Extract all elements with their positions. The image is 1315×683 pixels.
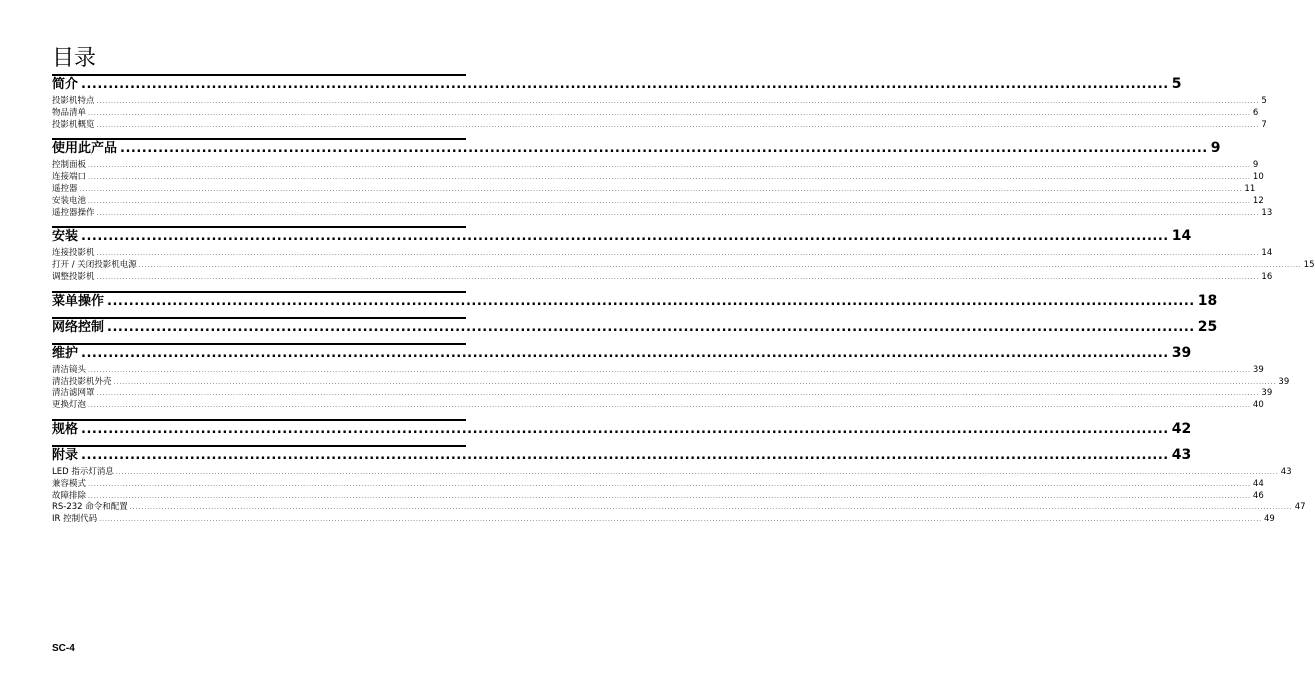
toc-entry[interactable] <box>52 466 1292 479</box>
dot-leader: ........................................................................................................................................................................................................ <box>81 229 1169 245</box>
toc-entry-label: IR 控制代码 <box>52 514 98 525</box>
toc-entry-label: 连接投影机 <box>52 248 95 259</box>
toc-entry[interactable] <box>52 514 1275 526</box>
dot-leader: ................................................................................................................................................................................................................................................................................................................................................................................................................ <box>113 378 1277 386</box>
toc-entry[interactable] <box>52 260 1315 272</box>
toc-entry[interactable] <box>52 195 1264 208</box>
toc-entry-page: 49 <box>1264 514 1275 525</box>
toc-entry-page: 9 <box>1252 160 1259 171</box>
toc-entry-page: 39 <box>1261 388 1273 399</box>
toc-section[interactable] <box>52 343 1192 362</box>
dot-leader: ................................................................................................................................................................................................................................................................................................................................................................................................................ <box>88 402 1251 410</box>
toc-entry-label: 安装电池 <box>52 195 87 206</box>
dot-leader: ................................................................................................................................................................................................................................................................................................................................................................................................................ <box>88 480 1251 488</box>
dot-leader: ................................................................................................................................................................................................................................................................................................................................................................................................................ <box>88 197 1251 205</box>
toc-entry-label: 投影机概览 <box>52 119 95 130</box>
toc-entry-page: 7 <box>1261 119 1267 130</box>
toc-entry[interactable] <box>52 107 1259 120</box>
dot-leader: ........................................................................................................................................................................................................ <box>107 319 1195 335</box>
toc-entry[interactable] <box>52 388 1273 400</box>
dot-leader: ................................................................................................................................................................................................................................................................................................................................................................................................................ <box>96 209 1260 217</box>
toc-section-page: 9 <box>1210 140 1221 157</box>
toc-entry-list <box>52 248 1315 283</box>
toc-entry[interactable] <box>52 490 1264 503</box>
toc-entry[interactable] <box>52 478 1264 491</box>
toc-entry-label: 清洁投影机外壳 <box>52 376 112 387</box>
toc-section[interactable] <box>52 74 1182 93</box>
toc-section-label: 维护 <box>52 345 79 361</box>
dot-leader: ........................................................................................................................................................................................................ <box>81 77 1169 92</box>
toc-section-page: 42 <box>1171 420 1192 437</box>
dot-leader: ................................................................................................................................................................................................................................................................................................................................................................................................................ <box>88 174 1251 182</box>
dot-leader: ........................................................................................................................................................................................................ <box>120 141 1208 157</box>
toc-entry-label: RS-232 命令和配置 <box>52 502 128 513</box>
toc-entry-page: 40 <box>1252 400 1264 411</box>
toc-entry-label: 连接端口 <box>52 172 87 183</box>
toc-entry-page: 39 <box>1278 376 1290 387</box>
toc-entry-label: 更换灯泡 <box>52 400 87 411</box>
toc-entry-label: 控制面板 <box>52 160 87 171</box>
toc-entry[interactable] <box>52 207 1273 220</box>
toc-section-label: 附录 <box>52 447 79 463</box>
toc-entry-page: 43 <box>1280 466 1292 477</box>
dot-leader: ................................................................................................................................................................................................................................................................................................................................................................................................................ <box>96 273 1260 281</box>
toc-entry[interactable] <box>52 376 1290 389</box>
dot-leader: ................................................................................................................................................................................................................................................................................................................................................................................................................ <box>88 109 1251 117</box>
dot-leader: ................................................................................................................................................................................................................................................................................................................................................................................................................ <box>88 366 1251 374</box>
dot-leader: ................................................................................................................................................................................................................................................................................................................................................................................................................ <box>115 468 1279 476</box>
toc-entry-label: 投影机特点 <box>52 96 95 106</box>
page-number: SC-4 <box>52 643 75 654</box>
toc-section-label: 使用此产品 <box>52 141 118 157</box>
toc-section-page: 39 <box>1171 344 1192 361</box>
toc-entry[interactable] <box>52 400 1264 412</box>
toc-section[interactable] <box>52 445 1192 464</box>
toc-entry[interactable] <box>52 502 1306 514</box>
toc-entry-page: 44 <box>1252 478 1264 489</box>
toc-entry-page: 13 <box>1261 207 1273 218</box>
toc-entry-label: 清洁镜头 <box>52 364 87 375</box>
dot-leader: ........................................................................................................................................................................................................ <box>81 447 1169 463</box>
toc-entry-page: 11 <box>1244 183 1256 194</box>
toc-entry[interactable] <box>52 183 1256 196</box>
dot-leader: ................................................................................................................................................................................................................................................................................................................................................................................................................ <box>96 390 1260 398</box>
toc-section-page: 14 <box>1171 228 1192 245</box>
toc-section[interactable] <box>52 226 1192 245</box>
toc-entry-page: 12 <box>1252 195 1264 206</box>
toc-entry[interactable] <box>52 172 1264 184</box>
dot-leader: ................................................................................................................................................................................................................................................................................................................................................................................................................ <box>138 262 1302 270</box>
toc-entry-page: 16 <box>1261 271 1273 282</box>
toc-entry[interactable] <box>52 96 1267 108</box>
toc-section[interactable] <box>52 138 1221 157</box>
toc-section-page: 43 <box>1171 446 1192 463</box>
toc-section[interactable] <box>52 291 1218 310</box>
toc-entry-page: 47 <box>1294 502 1306 513</box>
dot-leader: ........................................................................................................................................................................................................ <box>81 421 1169 437</box>
toc-section-label: 简介 <box>52 77 79 92</box>
toc-entry[interactable] <box>52 248 1273 260</box>
toc-entry-label: 兼容模式 <box>52 478 87 489</box>
dot-leader: ................................................................................................................................................................................................................................................................................................................................................................................................................ <box>79 185 1243 193</box>
toc-section-label: 菜单操作 <box>52 293 105 309</box>
toc-section[interactable] <box>52 419 1192 438</box>
toc-entry[interactable] <box>52 119 1267 132</box>
toc-entry-label: 打开 / 关闭投影机电源 <box>52 260 137 271</box>
toc-entry-page: 39 <box>1252 364 1264 375</box>
toc-entry-label: 清洁滤网罩 <box>52 388 95 399</box>
dot-leader: ........................................................................................................................................................................................................ <box>107 293 1195 309</box>
toc-entry-label: 遥控器操作 <box>52 207 95 218</box>
toc-entry-page: 5 <box>1261 96 1267 106</box>
toc-entry[interactable] <box>52 271 1273 284</box>
dot-leader: ................................................................................................................................................................................................................................................................................................................................................................................................................ <box>88 492 1251 500</box>
toc-entry-label: 调整投影机 <box>52 271 95 282</box>
toc-entry-label: 故障排除 <box>52 490 87 501</box>
dot-leader: ................................................................................................................................................................................................................................................................................................................................................................................................................ <box>96 250 1260 258</box>
toc-section[interactable] <box>52 317 1218 336</box>
toc-entry-list <box>52 96 1267 131</box>
dot-leader: ................................................................................................................................................................................................................................................................................................................................................................................................................ <box>96 98 1260 105</box>
toc-section-label: 网络控制 <box>52 319 105 335</box>
page-title: 目录 <box>52 46 97 71</box>
toc-entry-list <box>52 466 1306 526</box>
toc-entry-page: 6 <box>1252 107 1259 118</box>
toc-entry[interactable] <box>52 364 1264 377</box>
toc-entry-label: 遥控器 <box>52 183 78 194</box>
table-of-contents <box>52 74 1315 526</box>
toc-entry-page: 14 <box>1261 248 1273 259</box>
dot-leader: ................................................................................................................................................................................................................................................................................................................................................................................................................ <box>96 121 1260 129</box>
toc-entry-page: 10 <box>1252 172 1264 183</box>
toc-entry-page: 15 <box>1303 260 1315 271</box>
toc-entry-page: 46 <box>1252 490 1264 501</box>
toc-entry-label: 物品清单 <box>52 107 87 118</box>
toc-entry-list <box>52 160 1273 219</box>
toc-section-label: 安装 <box>52 229 79 245</box>
toc-entry-label: LED 指示灯消息 <box>52 466 114 477</box>
toc-section-page: 18 <box>1197 292 1218 309</box>
toc-entry[interactable] <box>52 160 1259 172</box>
dot-leader: ................................................................................................................................................................................................................................................................................................................................................................................................................ <box>129 504 1293 512</box>
dot-leader: ................................................................................................................................................................................................................................................................................................................................................................................................................ <box>88 162 1251 170</box>
toc-section-page: 5 <box>1171 76 1182 92</box>
dot-leader: ........................................................................................................................................................................................................ <box>81 345 1169 361</box>
toc-entry-list <box>52 364 1290 412</box>
toc-section-page: 25 <box>1197 318 1218 335</box>
toc-section-label: 规格 <box>52 421 79 437</box>
dot-leader: ................................................................................................................................................................................................................................................................................................................................................................................................................ <box>99 516 1263 524</box>
